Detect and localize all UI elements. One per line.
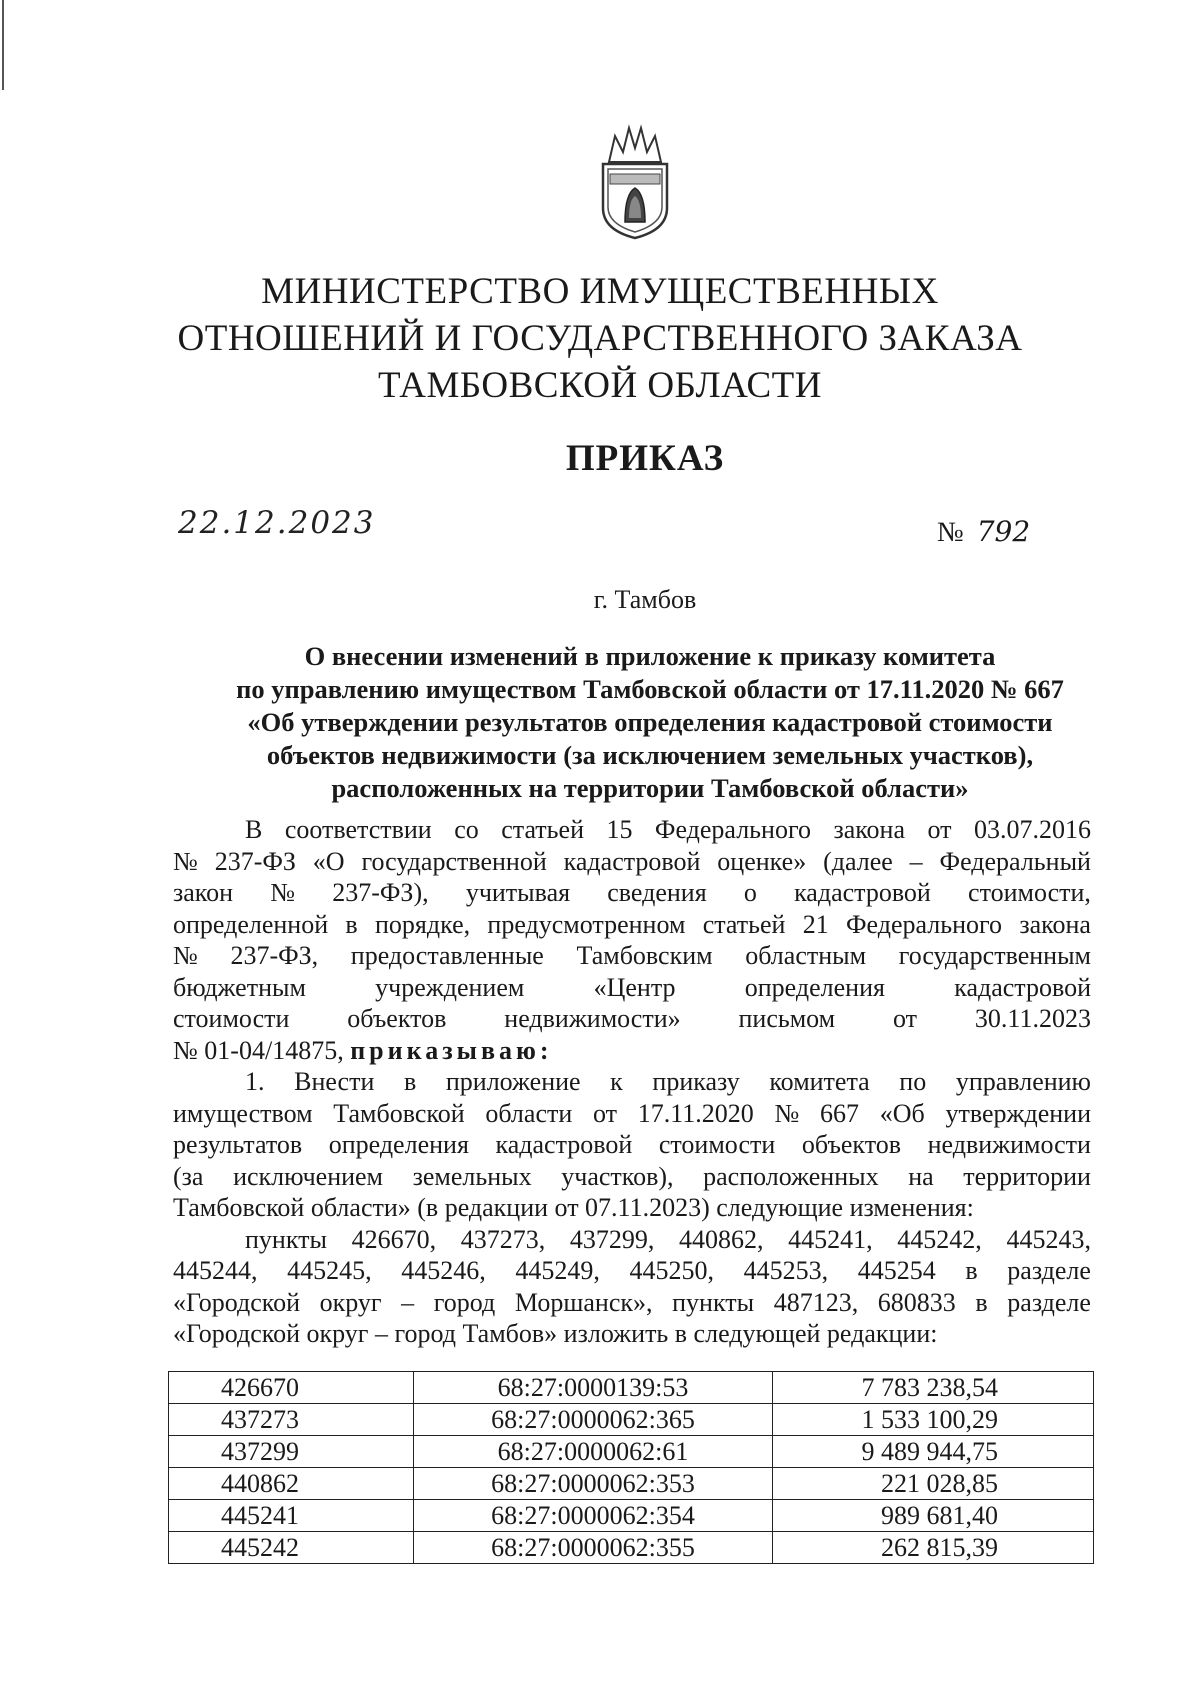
paragraph-line xyxy=(173,940,1091,972)
word: областным xyxy=(745,941,867,970)
word: участков), xyxy=(561,1161,674,1191)
word: кадастровой xyxy=(495,1130,633,1159)
word: Федерального xyxy=(846,909,1003,939)
cadastral-value-cell: 9 489 944,75 xyxy=(773,1436,1094,1468)
ministry-line-3: ТАМБОВСКОЙ ОБЛАСТИ xyxy=(378,365,822,406)
word: определенной xyxy=(173,909,329,939)
cadastral-values-table xyxy=(168,1371,1094,1564)
word: приказу xyxy=(652,1067,740,1096)
word: объектов xyxy=(801,1130,902,1159)
word: № xyxy=(173,941,198,970)
word: – xyxy=(401,1287,415,1317)
word: разделе xyxy=(1007,1287,1091,1317)
word: в xyxy=(975,1287,988,1317)
cadastral-value-cell: 1 533 100,29 xyxy=(773,1404,1094,1436)
word: объектов xyxy=(347,1004,447,1033)
word: комитета xyxy=(769,1067,870,1096)
paragraph-line xyxy=(173,1224,1091,1256)
word: 03.07.2016 xyxy=(973,815,1091,844)
word: закон xyxy=(173,878,234,907)
item-number-cell: 437273 xyxy=(169,1404,414,1436)
word: В xyxy=(245,815,263,844)
subject-line-3: «Об утверждении результатов определения кадастровой стоимости xyxy=(247,707,1053,737)
word: 445249, xyxy=(515,1256,600,1285)
item-number-cell: 437299 xyxy=(169,1436,414,1468)
ministry-line-1: МИНИСТЕРСТВО ИМУЩЕСТВЕННЫХ xyxy=(261,271,939,312)
word: № xyxy=(774,1098,800,1128)
word: 237-ФЗ, xyxy=(230,941,319,970)
cadastral-number-cell: 68:27:0000062:353 xyxy=(414,1468,773,1500)
word: от xyxy=(927,815,952,844)
word: к xyxy=(610,1067,623,1096)
cadastral-value-cell: 262 815,39 xyxy=(773,1532,1094,1564)
document-type: ПРИКАЗ xyxy=(565,438,725,479)
word: 21 xyxy=(802,909,829,939)
word: Федерального xyxy=(654,815,811,844)
subject-line-2: по управлению имуществом Тамбовской области от 17.11.2020 № 667 xyxy=(236,674,1064,704)
word: Внести xyxy=(294,1067,375,1096)
word: «Городской xyxy=(173,1287,300,1317)
word: стоимости xyxy=(173,1004,290,1033)
item-number-cell: 426670 xyxy=(169,1372,414,1404)
table-row xyxy=(169,1468,1094,1500)
word: определения xyxy=(328,1130,469,1159)
order-body xyxy=(173,814,1091,1350)
item-number-cell: 440862 xyxy=(169,1468,414,1500)
word: – xyxy=(909,846,923,876)
ministry-title xyxy=(150,268,1050,409)
paragraph-line: «Городской округ – город Тамбов» изложить в следующей редакции: xyxy=(173,1319,938,1348)
number-label: № xyxy=(937,517,964,548)
word: в xyxy=(965,1256,978,1285)
word: статьей xyxy=(702,909,786,939)
ministry-line-2: ОТНОШЕНИЙ И ГОСУДАРСТВЕННОГО ЗАКАЗА xyxy=(177,318,1023,359)
table-row xyxy=(169,1372,1094,1404)
word: недвижимости xyxy=(927,1130,1091,1159)
word: «О xyxy=(312,846,345,876)
cadastral-value-cell: 989 681,40 xyxy=(773,1500,1094,1532)
word: Тамбовской xyxy=(333,1098,465,1128)
word: о xyxy=(743,878,757,907)
word: 445241, xyxy=(788,1224,873,1254)
word: расположенных xyxy=(703,1161,879,1191)
handwritten-number: 792 xyxy=(976,515,1031,548)
word: «Об xyxy=(879,1098,925,1128)
word: области xyxy=(485,1098,573,1128)
word: предоставленные xyxy=(350,941,544,970)
word: Тамбовским xyxy=(576,941,713,970)
city: г. Тамбов xyxy=(593,585,697,614)
word: 445253, xyxy=(743,1256,829,1285)
table-row xyxy=(169,1404,1094,1436)
word: стоимости xyxy=(658,1130,776,1159)
word: Моршанск», xyxy=(514,1287,653,1317)
word: 667 xyxy=(820,1098,860,1128)
word: Федеральный xyxy=(939,846,1091,876)
coat-of-arms-icon xyxy=(595,122,675,242)
cadastral-number-cell: 68:27:0000062:354 xyxy=(414,1500,773,1532)
word: в xyxy=(403,1067,417,1096)
word: кадастровой xyxy=(954,972,1091,1002)
word: 445250, xyxy=(629,1256,714,1285)
word: (за xyxy=(173,1161,204,1191)
word: учитывая xyxy=(465,878,571,907)
word: бюджетным xyxy=(173,972,306,1002)
word: закона xyxy=(1019,909,1091,939)
paragraph-line: Тамбовской области» (в редакции от 07.11.2023) следующие изменения: xyxy=(173,1193,974,1222)
word: закона xyxy=(833,815,906,844)
word: приложение xyxy=(445,1067,581,1096)
word: письмом xyxy=(738,1004,836,1033)
word: 487123, xyxy=(773,1287,859,1317)
word: «Центр xyxy=(593,972,676,1002)
paragraph-line xyxy=(173,877,1091,909)
paragraph-line xyxy=(173,1066,1091,1098)
paragraph-line xyxy=(173,1035,1091,1067)
word: 680833 xyxy=(877,1287,956,1317)
word: 445242, xyxy=(897,1224,982,1254)
word: 426670, xyxy=(351,1224,437,1254)
word: на xyxy=(908,1161,934,1191)
word: государственной xyxy=(361,846,547,876)
word: имуществом xyxy=(173,1098,313,1128)
handwritten-date: 22.12.2023 xyxy=(178,505,376,541)
paragraph-line xyxy=(173,846,1091,878)
word: 445254 xyxy=(857,1256,936,1285)
word: 237-ФЗ), xyxy=(332,878,429,907)
word: (далее xyxy=(823,846,893,876)
subject-line-5: расположенных на территории Тамбовской области» xyxy=(331,773,969,803)
word: 440862, xyxy=(679,1224,764,1254)
paragraph-line xyxy=(173,1129,1091,1161)
paragraph-line xyxy=(173,909,1091,941)
word: управлению xyxy=(955,1067,1091,1096)
table-row xyxy=(169,1500,1094,1532)
word: 30.11.2023 xyxy=(974,1004,1091,1033)
letter-reference: № 01-04/14875, xyxy=(173,1035,344,1065)
paragraph-line xyxy=(173,1161,1091,1193)
table-row xyxy=(169,1532,1094,1564)
paragraph-line xyxy=(173,1003,1091,1035)
word: стоимости, xyxy=(968,878,1091,907)
word: предусмотренном xyxy=(487,909,686,939)
word: разделе xyxy=(1007,1256,1091,1285)
paragraph-line xyxy=(173,1098,1091,1130)
word: недвижимости» xyxy=(504,1004,681,1033)
word: 237-ФЗ xyxy=(214,846,296,876)
word: 445243, xyxy=(1006,1224,1091,1254)
word: со xyxy=(454,815,479,844)
word: 1. xyxy=(245,1067,265,1096)
word: по xyxy=(899,1067,927,1096)
word: земельных xyxy=(412,1161,532,1191)
cadastral-number-cell: 68:27:0000062:365 xyxy=(414,1404,773,1436)
cadastral-value-cell: 7 783 238,54 xyxy=(773,1372,1094,1404)
word: соответствии xyxy=(284,815,432,844)
word: 437299, xyxy=(569,1224,655,1254)
word: определения xyxy=(744,972,885,1002)
subject-line-4: объектов недвижимости (за исключением земельных участков), xyxy=(266,740,1034,770)
cadastral-value-cell: 221 028,85 xyxy=(773,1468,1094,1500)
cadastral-number-cell: 68:27:0000062:355 xyxy=(414,1532,773,1564)
word: 445246, xyxy=(401,1256,486,1285)
word: территории xyxy=(963,1161,1091,1191)
order-number xyxy=(937,515,1030,549)
word: сведения xyxy=(607,878,707,907)
word: 445245, xyxy=(287,1256,372,1285)
word: № xyxy=(173,846,198,876)
paragraph-items-list xyxy=(173,1224,1091,1319)
word: 17.11.2020 xyxy=(637,1098,754,1128)
word: государственным xyxy=(898,941,1091,970)
order-word: приказываю: xyxy=(350,1035,553,1065)
cadastral-number-cell: 68:27:0000139:53 xyxy=(414,1372,773,1404)
scan-edge-mark xyxy=(2,0,4,90)
word: округ xyxy=(319,1287,382,1317)
paragraph-preamble xyxy=(173,814,1091,1035)
word: пункты xyxy=(245,1224,327,1254)
item-number-cell: 445242 xyxy=(169,1532,414,1564)
word: № xyxy=(270,878,296,907)
paragraph-line xyxy=(173,1287,1091,1319)
paragraph-item-1 xyxy=(173,1066,1091,1192)
paragraph-line xyxy=(173,972,1091,1004)
word: учреждением xyxy=(375,972,525,1002)
word: результатов xyxy=(173,1130,303,1159)
cadastral-number-cell: 68:27:0000062:61 xyxy=(414,1436,773,1468)
word: кадастровой xyxy=(563,846,701,876)
word: 15 xyxy=(606,815,633,844)
word: порядке, xyxy=(374,909,471,939)
word: пункты xyxy=(672,1287,755,1317)
word: утверждении xyxy=(945,1098,1091,1128)
word: статьей xyxy=(501,815,584,844)
word: от xyxy=(592,1098,618,1128)
paragraph-line xyxy=(173,1255,1091,1287)
word: от xyxy=(893,1004,918,1033)
order-subject xyxy=(175,640,1125,805)
word: 445244, xyxy=(173,1256,258,1285)
subject-line-1: О внесении изменений в приложение к приказу комитета xyxy=(304,641,996,671)
table-row xyxy=(169,1436,1094,1468)
item-number-cell: 445241 xyxy=(169,1500,414,1532)
word: кадастровой xyxy=(794,878,931,907)
paragraph-line xyxy=(173,814,1091,846)
word: в xyxy=(345,909,358,939)
word: город xyxy=(433,1287,496,1317)
word: исключением xyxy=(233,1161,384,1191)
word: 437273, xyxy=(460,1224,546,1254)
word: оценке» xyxy=(717,846,807,876)
